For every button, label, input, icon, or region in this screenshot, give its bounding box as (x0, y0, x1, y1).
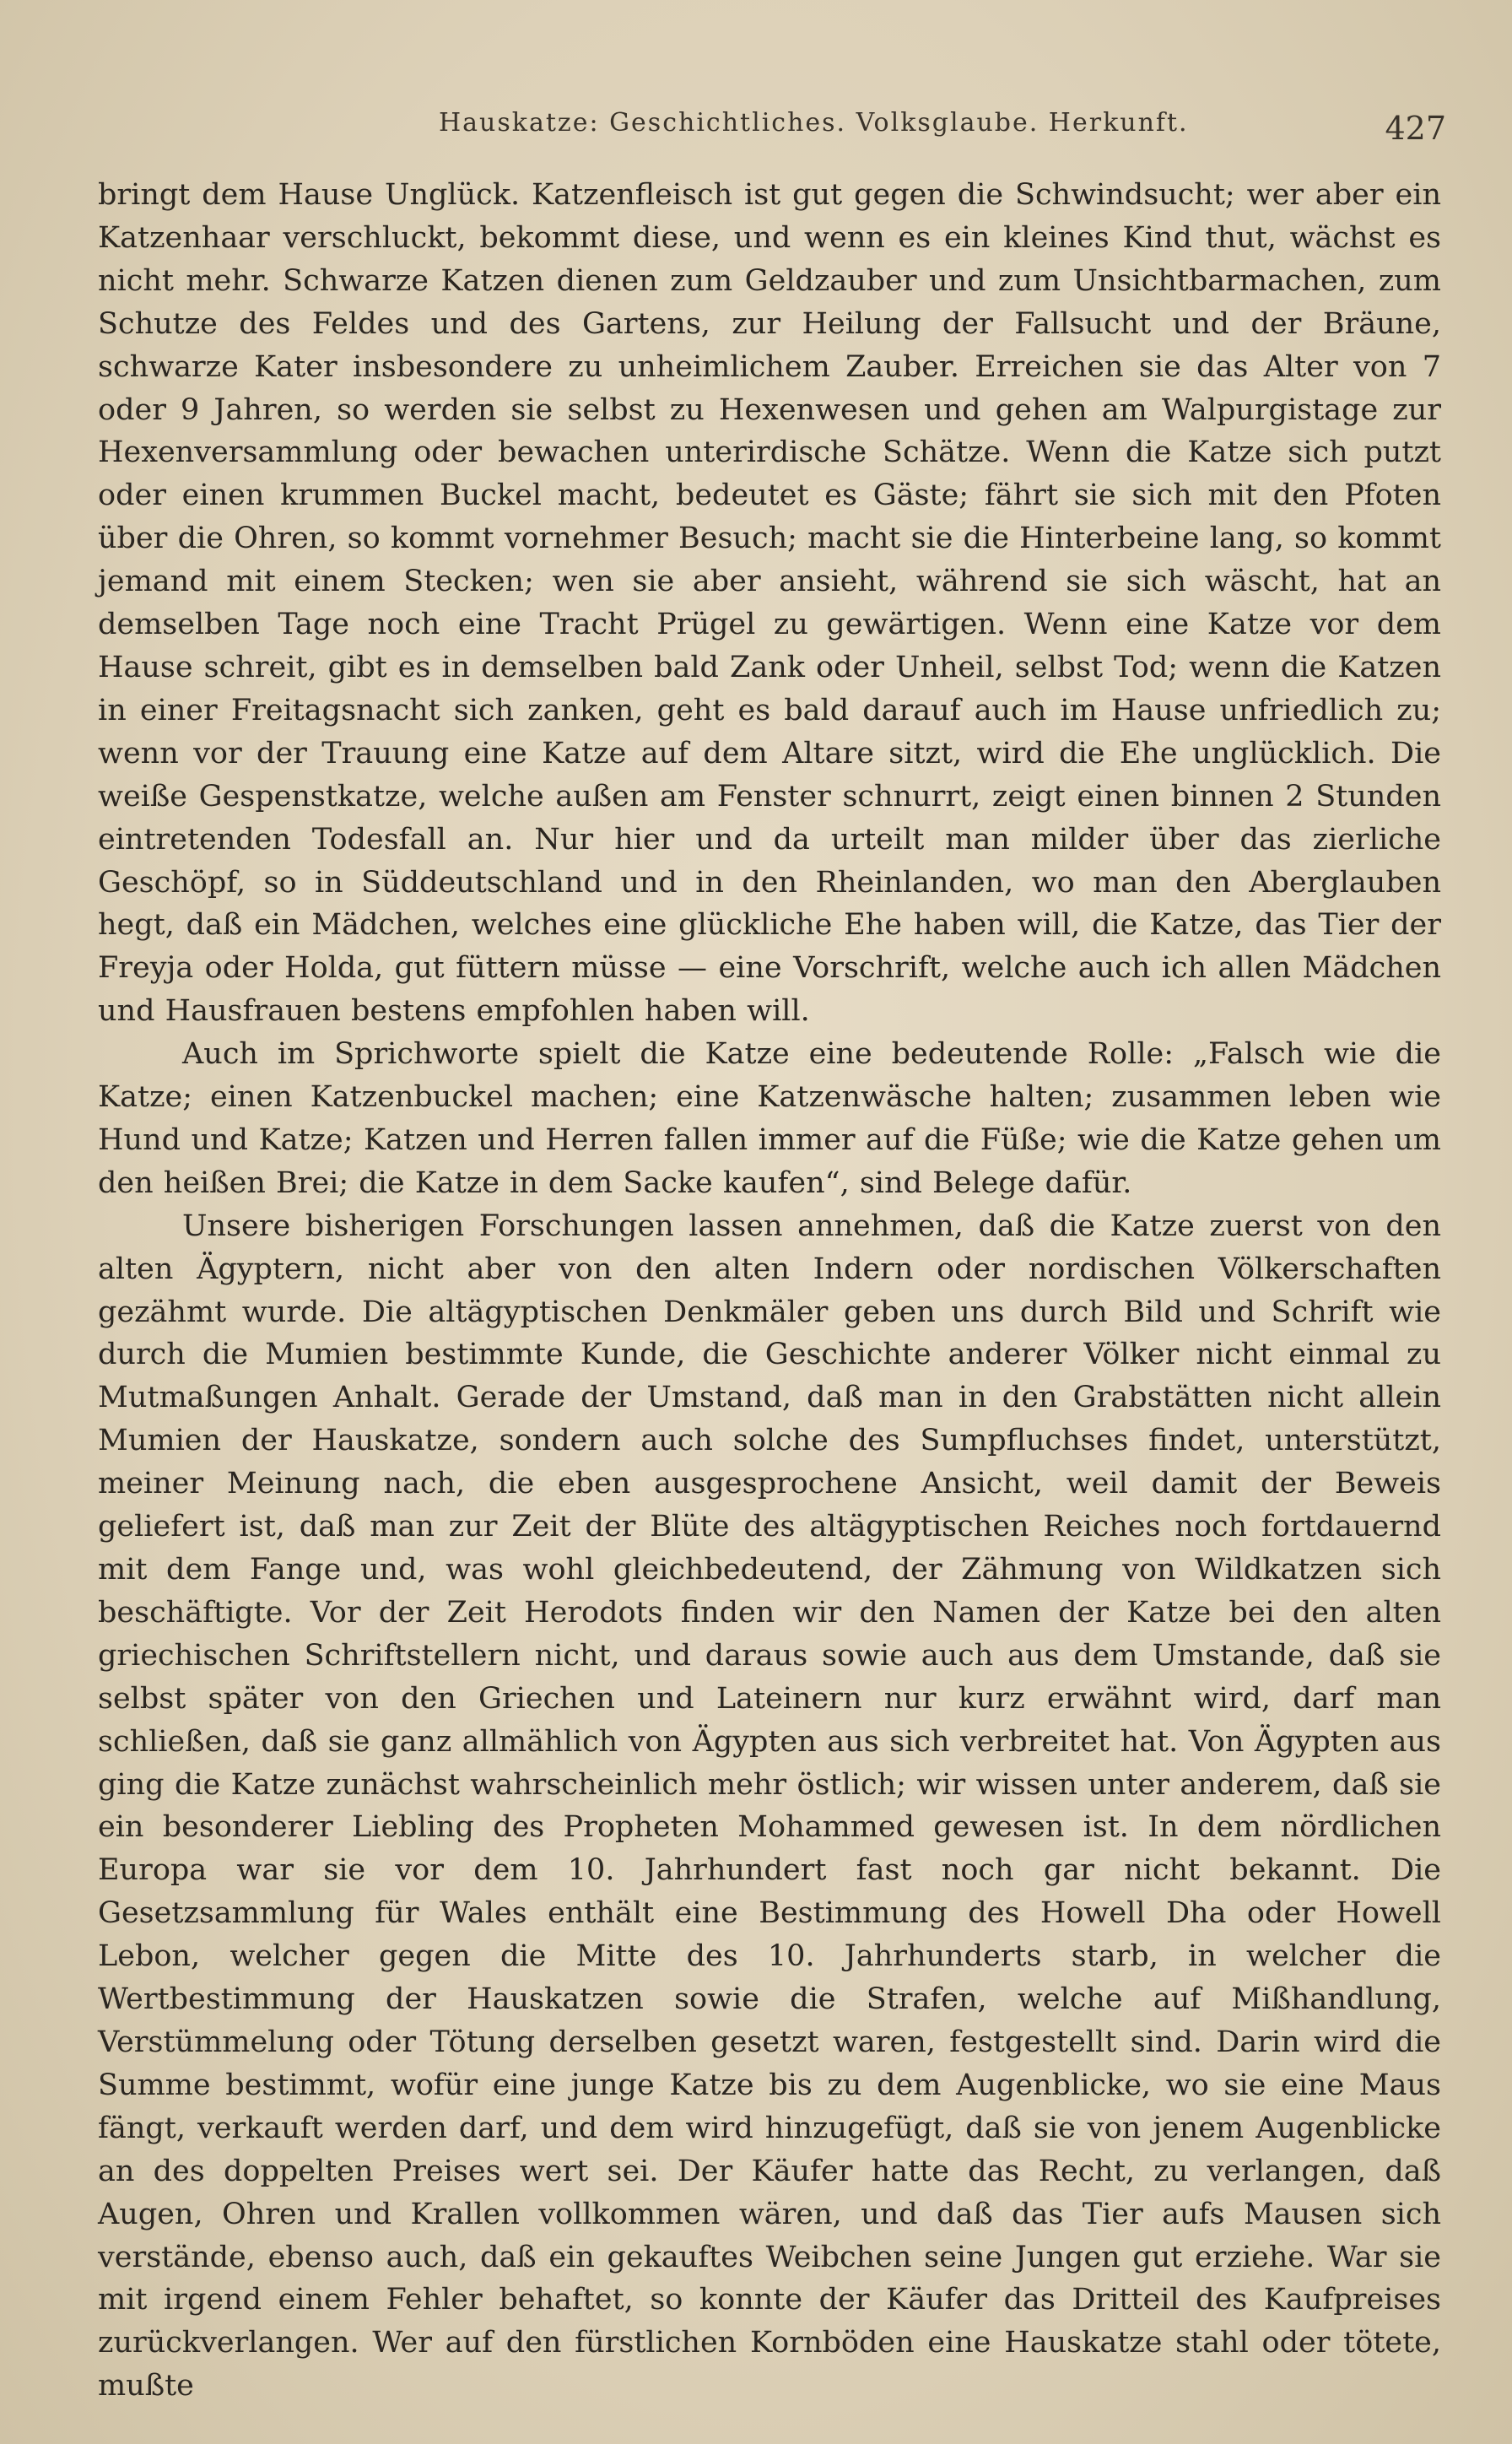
paragraph-proverbs: Auch im Sprichworte spielt die Katze eine bedeutende Rolle: „Falsch wie die Katze; einen Katzenbuckel machen; eine Katzenwäsche halten; zusammen leben wie Hund und Katze; Katzen und Herren fallen immer auf die Füße; wie die Katze gehen um den heißen Brei; die Katze in dem Sacke kaufen“, sind Belege dafür. (98, 1037, 1441, 1200)
paragraph-superstitions: bringt dem Hause Unglück. Katzenfleisch ist gut gegen die Schwindsucht; wer aber ein Katzenhaar verschluckt, bekommt diese, und wenn es ein kleines Kind thut, wächst es nicht mehr. Schwarze Katzen dienen zum Geldzauber und zum Unsichtbarmachen, zum Schutze des Feldes und des Gartens, zur Heilung der Fallsucht und der Bräune, schwarze Kater insbesondere zu unheimlichem Zauber. Erreichen sie das Alter von 7 oder 9 Jahren, so werden sie selbst zu Hexenwesen und gehen am Walpurgistage zur Hexenversammlung oder bewachen unterirdische Schätze. Wenn die Katze sich putzt oder einen krummen Buckel macht, bedeutet es Gäste; fährt sie sich mit den Pfoten über die Ohren, so kommt vornehmer Besuch; macht sie die Hinterbeine lang, so kommt jemand mit einem Stecken; wen sie aber ansieht, während sie sich wäscht, hat an demselben Tage noch eine Tracht Prügel zu gewärtigen. Wenn eine Katze vor dem Hause schreit, gibt es in demselben bald Zank oder Unheil, selbst Tod; wenn die Katzen in einer Freitagsnacht sich zanken, geht es bald darauf auch im Hause unfriedlich zu; wenn vor der Trauung eine Katze auf dem Altare sitzt, wird die Ehe unglücklich. Die weiße Gespenstkatze, welche außen am Fenster schnurrt, zeigt einen binnen 2 Stunden eintretenden Todesfall an. Nur hier und da urteilt man milder über das zierliche Geschöpf, so in Süddeutschland und in den Rheinlanden, wo man den Aberglauben hegt, daß ein Mädchen, welches eine glückliche Ehe haben will, die Katze, das Tier der Freyja oder Holda, gut füttern müsse — eine Vorschrift, welche auch ich allen Mädchen und Hausfrauen bestens empfohlen haben will. (98, 178, 1441, 1029)
running-head: Hauskatze: Geschichtliches. Volksglaube. Herkunft. (439, 108, 1189, 138)
body-text (98, 174, 1441, 2408)
page-number: 427 (1385, 110, 1446, 147)
paragraph-origin: Unsere bisherigen Forschungen lassen annehmen, daß die Katze zuerst von den alten Ägyptern, nicht aber von den alten Indern oder nordischen Völkerschaften gezähmt wurde. Die altägyptischen Denkmäler geben uns durch Bild und Schrift wie durch die Mumien bestimmte Kunde, die Geschichte anderer Völker nicht einmal zu Mutmaßungen Anhalt. Gerade der Umstand, daß man in den Grabstätten nicht allein Mumien der Hauskatze, sondern auch solche des Sumpfluchses findet, unterstützt, meiner Meinung nach, die eben ausgesprochene Ansicht, weil damit der Beweis geliefert ist, daß man zur Zeit der Blüte des altägyptischen Reiches noch fortdauernd mit dem Fange und, was wohl gleichbedeutend, der Zähmung von Wildkatzen sich beschäftigte. Vor der Zeit Herodots finden wir den Namen der Katze bei den alten griechischen Schriftstellern nicht, und daraus sowie auch aus dem Umstande, daß sie selbst später von den Griechen und Lateinern nur kurz erwähnt wird, darf man schließen, daß sie ganz allmählich von Ägypten aus sich verbreitet hat. Von Ägypten aus ging die Katze zunächst wahrscheinlich mehr östlich; wir wissen unter anderem, daß sie ein besonderer Liebling des Propheten Mohammed gewesen ist. In dem nördlichen Europa war sie vor dem 10. Jahrhundert fast noch gar nicht bekannt. Die Gesetzsammlung für Wales enthält eine Bestimmung des Howell Dha oder Howell Lebon, welcher gegen die Mitte des 10. Jahrhunderts starb, in welcher die Wertbestimmung der Hauskatzen sowie die Strafen, welche auf Mißhandlung, Verstümmelung oder Tötung derselben gesetzt waren, festgestellt sind. Darin wird die Summe bestimmt, wofür eine junge Katze bis zu dem Augenblicke, wo sie eine Maus fängt, verkauft werden darf, und dem wird hinzugefügt, daß sie von jenem Augenblicke an des doppelten Preises wert sei. Der Käufer hatte das Recht, zu verlangen, daß Augen, Ohren und Krallen vollkommen wären, und daß das Tier aufs Mausen sich verstände, ebenso auch, daß ein gekauftes Weibchen seine Jungen gut erziehe. War sie mit irgend einem Fehler behaftet, so konnte der Käufer das Dritteil des Kaufpreises zurückverlangen. Wer auf den fürstlichen Kornböden eine Hauskatze stahl oder tötete, mußte (98, 1208, 1441, 2403)
